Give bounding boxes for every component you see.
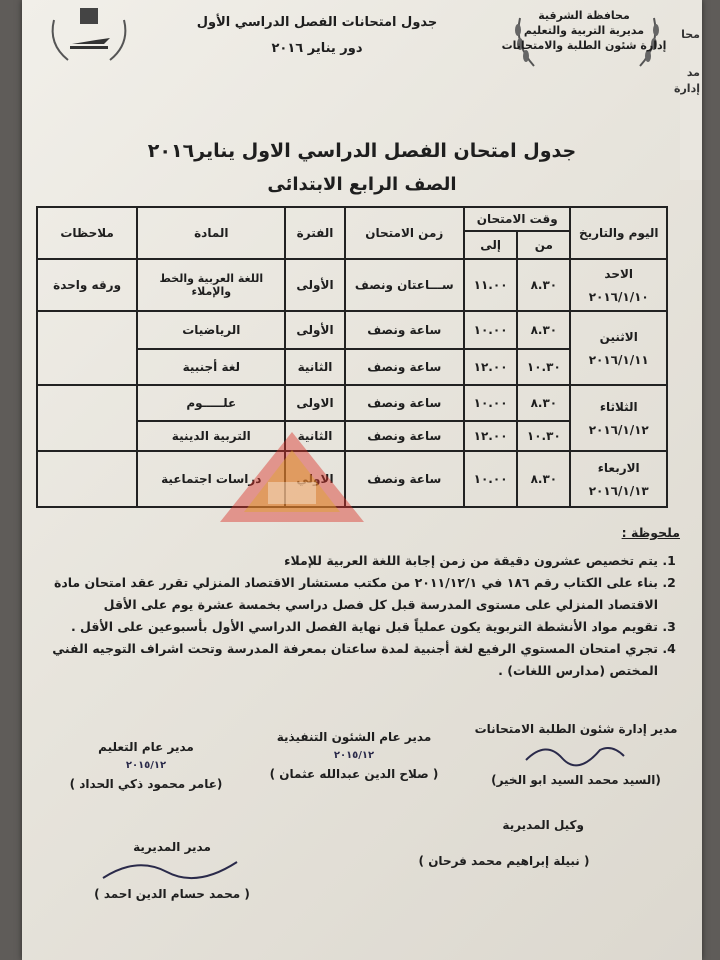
- exam-note: ورقه واحدة: [37, 259, 137, 311]
- exam-duration: ساعة ونصف: [345, 421, 464, 451]
- side-text-1: محا: [681, 28, 700, 41]
- signature-name: ( نبيلة إبراهيم محمد فرحان ): [418, 854, 590, 868]
- document-header-title: [192, 10, 442, 62]
- day-date: ٢٠١٦/١/١٣: [588, 483, 649, 498]
- exam-period: الثانية: [285, 349, 344, 385]
- day-name: الاثنين: [599, 329, 638, 344]
- signature-title: مدير عام الشئون التنفيذية: [276, 730, 432, 744]
- signature-date: ٢٠١٥/١٢: [125, 760, 167, 771]
- col-period-header: الفترة: [285, 207, 344, 259]
- page-title: جدول امتحان الفصل الدراسي الاول يناير٢٠١٦: [147, 140, 577, 162]
- exam-duration: ساعة ونصف: [345, 385, 464, 421]
- exam-subject: لغة أجنبية: [137, 349, 285, 385]
- exam-subject: علـــــوم: [137, 385, 285, 421]
- time-from: ٨.٣٠: [517, 385, 570, 421]
- directorate-line: مديرية التربية والتعليم: [523, 24, 645, 37]
- time-from: ٨.٣٠: [517, 311, 570, 349]
- table-row: [37, 311, 667, 349]
- header-session-line: دور يناير ٢٠١٦: [271, 41, 363, 56]
- issuing-authority-header: [484, 8, 684, 53]
- handwritten-signature-icon: [516, 736, 636, 770]
- site-watermark-icon: [212, 426, 372, 530]
- side-text-2: مد: [686, 66, 700, 79]
- time-from: ٨.٣٠: [517, 451, 570, 507]
- coat-of-arms-icon: [44, 6, 134, 66]
- time-to: ١٢.٠٠: [464, 421, 517, 451]
- exam-schedule-document: [22, 0, 702, 960]
- time-to: ١٢.٠٠: [464, 349, 517, 385]
- signature-name: (عامر محمود ذكي الحداد ): [69, 777, 223, 791]
- signature-title: مدير عام التعليم: [98, 740, 194, 754]
- col-time-header: وقت الامتحان: [464, 207, 571, 231]
- day-date: ٢٠١٦/١/١١: [588, 352, 649, 367]
- signature-exams-director: [466, 722, 686, 787]
- signature-name: ( محمد حسام الدين احمد ): [94, 887, 250, 901]
- exam-period: الأولى: [285, 259, 344, 311]
- note-item: 2. بناء على الكتاب رقم ١٨٦ في ٢٠١١/١٢/١ من مكتب مستشار الاقتصاد المنزلي تقرر عقد امتحان مادة الاقتصاد المنزلي على مستوى المدرسة قبل كل فصل دراسي بخمسة عشرة يوم على الأقل: [40, 572, 658, 616]
- signature-date: ٢٠١٥/١٢: [333, 750, 375, 761]
- notes-section: [40, 522, 680, 682]
- note-item: 1. يتم تخصيص عشرون دقيقة من زمن إجابة اللغة العربية للإملاء: [40, 550, 658, 572]
- exam-note: [37, 385, 137, 451]
- signature-title: مدير إدارة شئون الطلبة الامتحانات: [474, 722, 678, 736]
- exam-duration: ساعة ونصف: [345, 311, 464, 349]
- note-item: 3. تقويم مواد الأنشطة التربوية يكون عملياً قبل نهاية الفصل الدراسي الأول بأسبوعين على الأقل .: [40, 616, 658, 638]
- signature-name: ( صلاح الدين عبدالله عثمان ): [269, 767, 439, 781]
- col-subject-header: المادة: [137, 207, 285, 259]
- day-name: الاحد: [604, 266, 634, 281]
- exam-period: الاولى: [285, 385, 344, 421]
- exam-duration: ساعة ونصف: [345, 451, 464, 507]
- time-to: ١٠.٠٠: [464, 311, 517, 349]
- exam-note: [37, 451, 137, 507]
- signature-education-director: [46, 740, 246, 791]
- exam-period: الاولي: [285, 451, 344, 507]
- signature-deputy: [384, 818, 624, 868]
- exam-subject: اللغة العربية والخط والإملاء: [137, 259, 285, 311]
- col-to-header: إلى: [464, 231, 517, 259]
- time-to: ١٠.٠٠: [464, 451, 517, 507]
- exam-subject: دراسات اجتماعية: [137, 451, 285, 507]
- notes-list: [40, 550, 680, 682]
- signature-title: وكيل المديرية: [502, 818, 584, 832]
- side-text-3: إدارة: [673, 82, 700, 95]
- signature-exec-director: [254, 730, 454, 781]
- exam-subject: التربية الدينية: [137, 421, 285, 451]
- exam-note: [37, 311, 137, 385]
- col-duration-header: زمن الامتحان: [345, 207, 464, 259]
- day-cell: [570, 259, 667, 311]
- exam-duration: ساعة ونصف: [345, 349, 464, 385]
- time-from: ١٠.٣٠: [517, 349, 570, 385]
- day-cell: [570, 451, 667, 507]
- signature-directorate-head: [62, 840, 282, 901]
- day-cell: [570, 385, 667, 451]
- signature-name: (السيد محمد السيد ابو الخير): [491, 773, 661, 787]
- time-from: ١٠.٣٠: [517, 421, 570, 451]
- time-to: ١١.٠٠: [464, 259, 517, 311]
- exam-duration: ســـاعتان ونصف: [345, 259, 464, 311]
- signature-title: مدير المديرية: [133, 840, 211, 854]
- time-to: ١٠.٠٠: [464, 385, 517, 421]
- table-row: [37, 259, 667, 311]
- col-notes-header: ملاحظات: [37, 207, 137, 259]
- day-name: الاربعاء: [597, 460, 640, 475]
- day-date: ٢٠١٦/١/١٠: [588, 289, 649, 304]
- exam-period: الأولى: [285, 311, 344, 349]
- time-from: ٨.٣٠: [517, 259, 570, 311]
- grade-subtitle: الصف الرابع الابتدائى: [267, 174, 457, 195]
- governorate-line: محافظة الشرقية: [538, 9, 630, 22]
- table-row: [37, 385, 667, 421]
- day-date: ٢٠١٦/١/١٢: [588, 422, 649, 437]
- header-title-line: جدول امتحانات الفصل الدراسي الأول: [196, 15, 438, 30]
- department-line: إدارة شئون الطلبة والامتحانات: [501, 39, 667, 52]
- handwritten-signature-icon: [97, 854, 247, 884]
- notes-heading: ملحوظة :: [621, 525, 680, 540]
- exam-subject: الرياضيات: [137, 311, 285, 349]
- note-item: 4. تجري امتحان المستوي الرفيع لغة أجنبية لمدة ساعتان بمعرفة المدرسة وتحت اشراف التوجيه الفني المختص (مدارس اللغات) .: [40, 638, 658, 682]
- day-name: الثلاثاء: [599, 399, 638, 414]
- day-cell: [570, 311, 667, 385]
- col-day-header: اليوم والتاريخ: [570, 207, 667, 259]
- col-from-header: من: [517, 231, 570, 259]
- exam-period: الثانية: [285, 421, 344, 451]
